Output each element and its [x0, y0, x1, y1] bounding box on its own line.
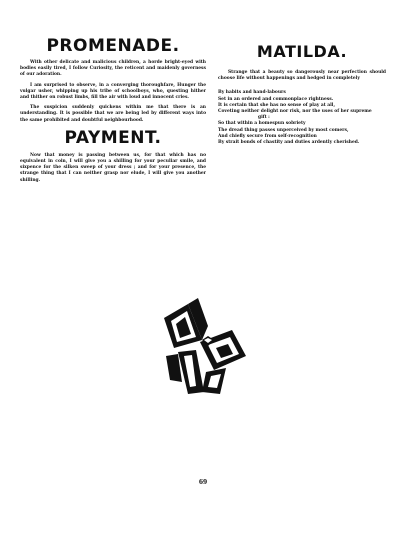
- left-column: [20, 36, 206, 188]
- matilda-line-2: Set in an ordered and commonplace rightness.: [218, 96, 334, 102]
- matilda-line-8: And chiefly secure from self-recognition: [218, 133, 317, 139]
- matilda-line-7: The dread thing passes unperceived by most comers,: [218, 127, 349, 133]
- promenade-paragraph-1: With other delicate and malicious children, a horde bright-eyed with bodies easily tired, I follow Curiosity, the reticent and maidenly governess of our adoration.: [20, 60, 206, 78]
- matilda-title: MATILDA.: [256, 42, 348, 61]
- page-number: 69: [198, 479, 208, 486]
- promenade-paragraph-3: The suspicion suddenly quickens within me that there is an understanding. It is possible that we are being led by different ways into the same prohibited and doubtful neighbourhood.: [20, 105, 206, 123]
- matilda-line-1: By habits and hand-labours: [218, 90, 286, 96]
- right-column: [218, 44, 386, 146]
- matilda-line-4: Coveting neither delight nor risk, nor the uses of her supreme: [218, 109, 372, 115]
- payment-paragraph-1: Now that money is passing between us, for that which has no equivalent in coin, I will give you a shilling for your peculiar smile, and sixpence for the silken sweep of your dress ; and for your presence, the strange thing that I can neither grasp nor elude, I will give you another shilling.: [20, 152, 206, 183]
- payment-title: PAYMENT.: [64, 127, 162, 148]
- abstract-woodcut-ornament-icon: [158, 296, 250, 396]
- matilda-line-5: gift :: [258, 115, 270, 121]
- matilda-line-6: So that within a homespun sobriety: [218, 121, 306, 127]
- matilda-intro: Strange that a beauty so dangerously near perfection should choose life without happenings and hedged in completely: [218, 70, 386, 82]
- matilda-line-3: It is certain that she has no sense of play at all,: [218, 102, 335, 108]
- promenade-title: PROMENADE.: [46, 36, 180, 56]
- promenade-paragraph-2: I am surprised to observe, in a converging thoroughfare, Hunger the vulgar usher, whipping up his tribe of schoolboys, who, questing hither and thither on robust limbs, fill the air with loud and innocent cries.: [20, 82, 206, 101]
- matilda-line-9: By strait bonds of chastity and duties ardently cherished.: [218, 140, 360, 146]
